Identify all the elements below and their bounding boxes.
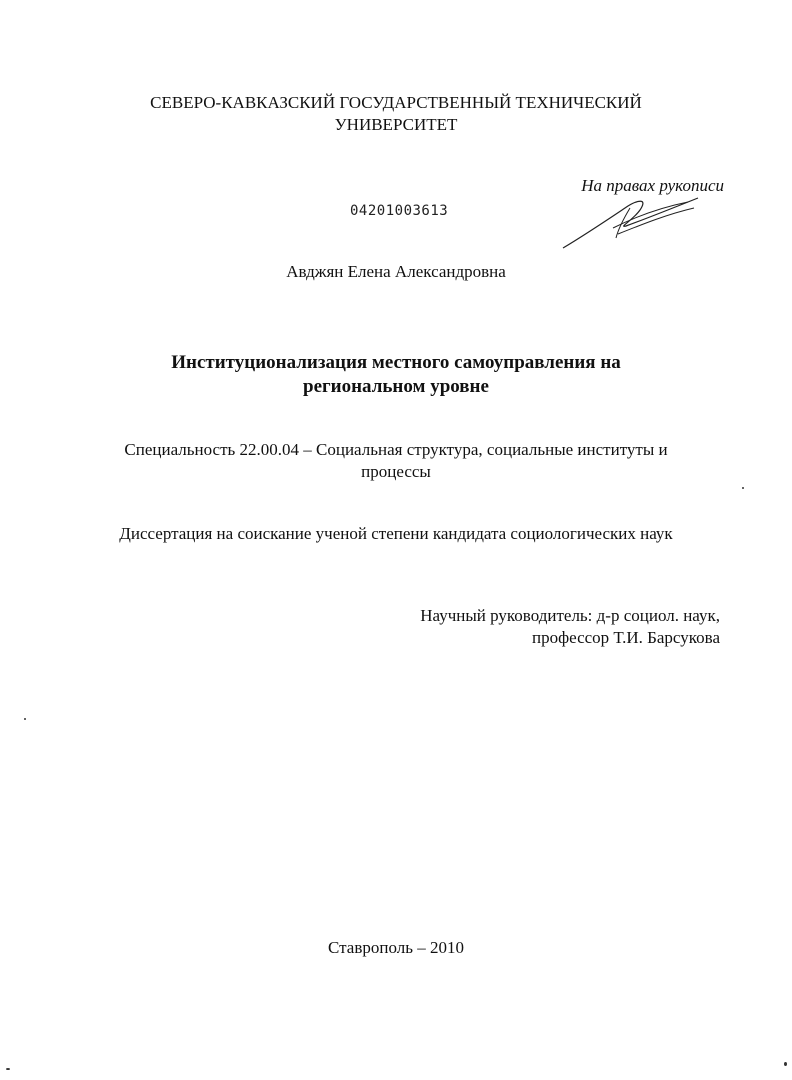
supervisor-line2: профессор Т.И. Барсукова [531,628,720,647]
specialty-line2: процессы [361,462,431,481]
registration-number: 04201003613 [350,203,449,219]
scan-speck [784,1062,787,1066]
city-year: Ставрополь – 2010 [328,938,464,957]
dissertation-title-line2: региональном уровне [303,376,489,397]
university-name-line1: СЕВЕРО-КАВКАЗСКИЙ ГОСУДАРСТВЕННЫЙ ТЕХНИЧЕСКИЙ [150,93,642,112]
specialty-line1: Специальность 22.00.04 – Социальная структура, социальные институты и [124,440,668,459]
university-name-line2: УНИВЕРСИТЕТ [334,115,458,134]
manuscript-note: На правах рукописи [581,176,724,195]
dissertation-title-line1: Институционализация местного самоуправления на [171,352,621,373]
author-name: Авджян Елена Александровна [286,262,506,281]
scan-speck [6,1068,10,1070]
dissertation-type: Диссертация на соискание ученой степени кандидата социологических наук [119,524,673,543]
supervisor-line1: Научный руководитель: д-р социол. наук, [420,606,720,625]
scan-speck [742,487,744,489]
scan-speck [24,718,26,720]
signature-image [558,188,718,258]
